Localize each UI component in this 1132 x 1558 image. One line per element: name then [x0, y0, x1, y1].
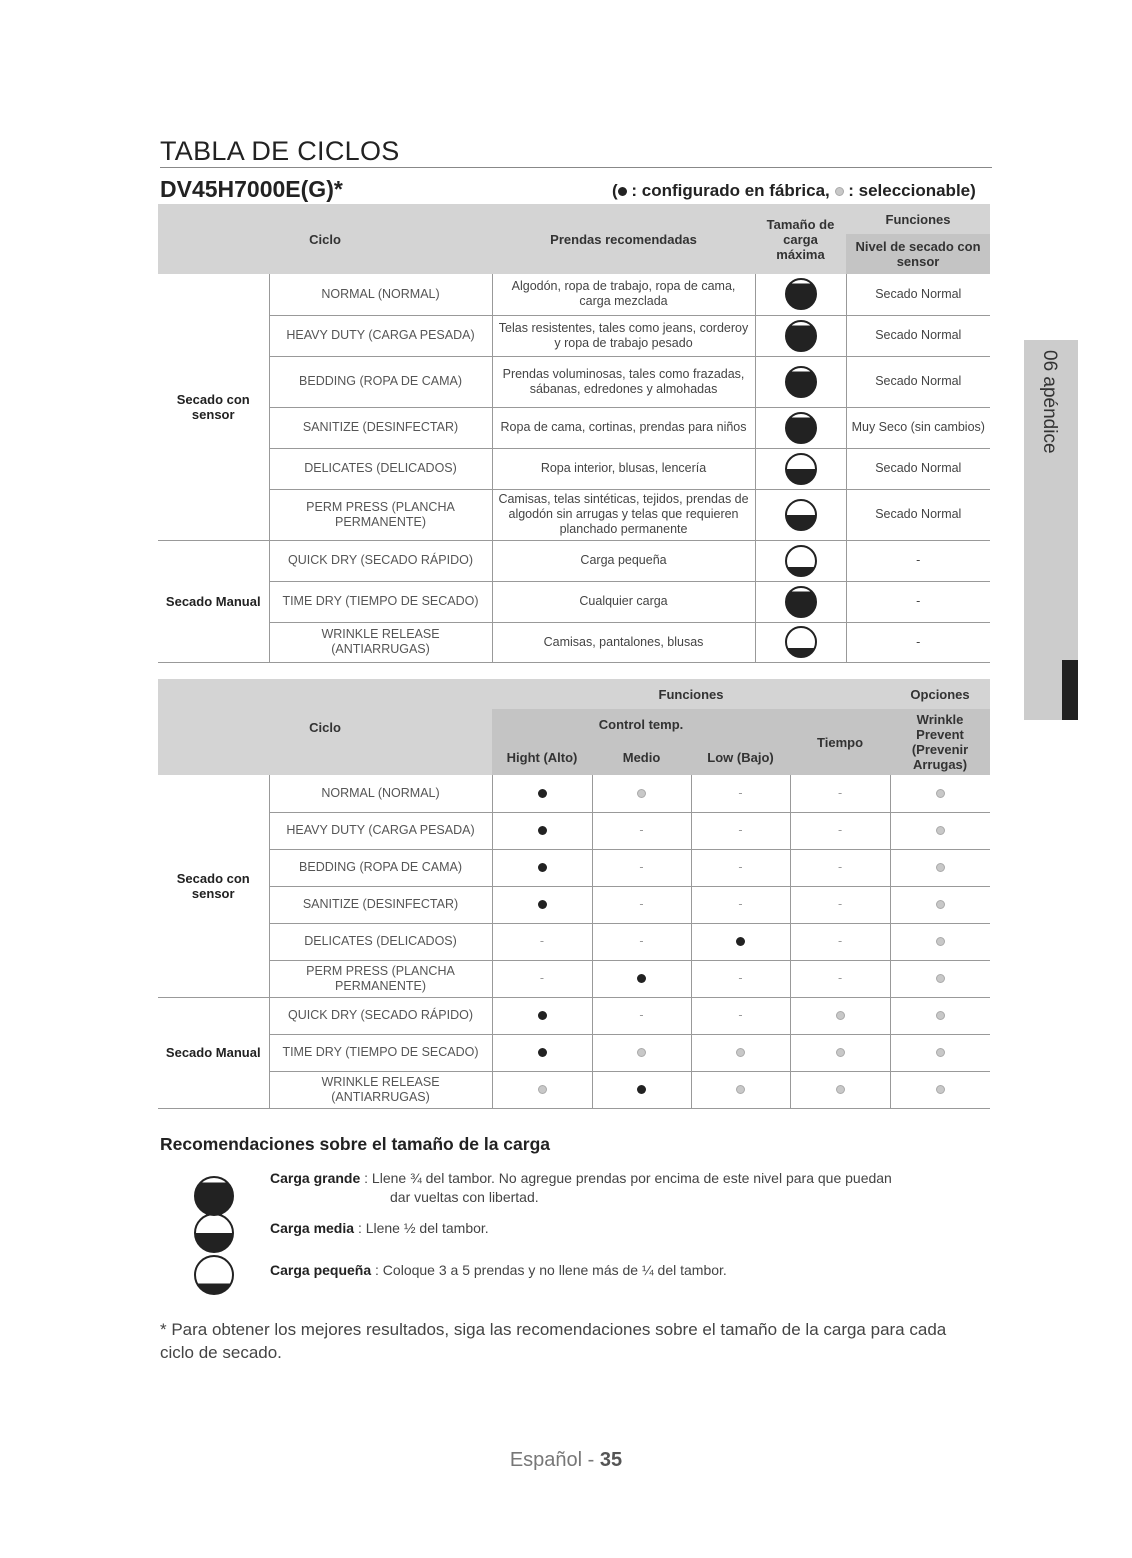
- fixed-dot-icon: [538, 900, 547, 909]
- alto-cell: [492, 1071, 592, 1108]
- load-size-cell: [755, 489, 846, 540]
- not-available-dash: -: [837, 785, 843, 800]
- header-nivel: Nivel de secado con sensor: [846, 234, 990, 274]
- selectable-dot-icon: [736, 1085, 745, 1094]
- load-size-cell: [755, 356, 846, 407]
- not-available-dash: -: [639, 860, 644, 874]
- tiempo-cell: [790, 812, 890, 849]
- header-wrinkle: Wrinkle Prevent (Prevenir Arrugas): [890, 709, 990, 775]
- cycle-name: QUICK DRY (SECADO RÁPIDO): [269, 540, 492, 581]
- medio-cell: [592, 886, 691, 923]
- table-row: [158, 775, 990, 812]
- selectable-dot-icon: [936, 937, 945, 946]
- cycle-name: SANITIZE (DESINFECTAR): [269, 407, 492, 448]
- header-alto: Hight (Alto): [492, 739, 592, 775]
- selectable-dot-icon: [936, 789, 945, 798]
- chapter-tab-label: 06 apéndice: [1039, 350, 1060, 454]
- alto-cell: [492, 960, 592, 997]
- legend-open: (: [612, 181, 618, 200]
- cycle-name: BEDDING (ROPA DE CAMA): [269, 849, 492, 886]
- group-label: Secado con sensor: [158, 274, 269, 540]
- tiempo-cell: [790, 960, 890, 997]
- footnote: * Para obtener los mejores resultados, siga las recomendaciones sobre el tamaño de la carga para cada ciclo de secado.: [160, 1320, 947, 1362]
- cycle-table-functions: [158, 679, 990, 1109]
- not-available-dash: -: [738, 860, 743, 874]
- load-size-cell: [755, 407, 846, 448]
- model-number: DV45H7000E(G)*: [160, 176, 343, 202]
- rec-medium: [270, 1220, 489, 1236]
- not-available-dash: -: [738, 785, 743, 800]
- recommended-items: Ropa interior, blusas, lencería: [492, 448, 755, 489]
- large-load-icon: [785, 366, 817, 398]
- table-row: [158, 315, 990, 356]
- table-row: [158, 812, 990, 849]
- recommended-items: Camisas, telas sintéticas, tejidos, prendas de algodón sin arrugas y telas que requieren planchado permanente: [492, 489, 755, 540]
- cycle-name: SANITIZE (DESINFECTAR): [269, 886, 492, 923]
- selectable-dot-icon: [637, 1048, 646, 1057]
- recommended-items: Telas resistentes, tales como jeans, corderoy y ropa de trabajo pesado: [492, 315, 755, 356]
- small-load-icon: [785, 626, 817, 658]
- selectable-dot-icon: [936, 1048, 945, 1057]
- alto-cell: [492, 923, 592, 960]
- recommended-items: Ropa de cama, cortinas, prendas para niños: [492, 407, 755, 448]
- cycle-name: TIME DRY (TIEMPO DE SECADO): [269, 1034, 492, 1071]
- selectable-dot-icon: [835, 187, 844, 196]
- recommended-items: Prendas voluminosas, tales como frazadas, sábanas, edredones y almohadas: [492, 356, 755, 407]
- medio-cell: [592, 1071, 691, 1108]
- not-available-dash: -: [738, 897, 743, 911]
- rec-medium-text: : Llene ½ del tambor.: [357, 1220, 489, 1236]
- medio-cell: [592, 960, 691, 997]
- medium-load-icon: [785, 499, 817, 531]
- group-label: Secado con sensor: [158, 775, 269, 997]
- selectable-dot-icon: [936, 900, 945, 909]
- selectable-dot-icon: [736, 1048, 745, 1057]
- not-available-dash: -: [639, 934, 644, 948]
- not-available-dash: -: [837, 860, 843, 874]
- wrinkle-cell: [890, 849, 990, 886]
- bajo-cell: [691, 1071, 790, 1108]
- fixed-dot-icon: [538, 1011, 547, 1020]
- table-row: [158, 356, 990, 407]
- tiempo-cell: [790, 886, 890, 923]
- dry-level: Secado Normal: [846, 356, 990, 407]
- dry-level: Secado Normal: [846, 274, 990, 315]
- not-available-dash: -: [738, 823, 743, 837]
- alto-cell: [492, 886, 592, 923]
- group-label: Secado Manual: [158, 997, 269, 1108]
- medio-cell: [592, 1034, 691, 1071]
- not-available-dash: -: [539, 971, 545, 985]
- load-size-cell: [755, 315, 846, 356]
- tiempo-cell: [790, 923, 890, 960]
- cycle-name: DELICATES (DELICADOS): [269, 923, 492, 960]
- group-label: Secado Manual: [158, 540, 269, 662]
- cycle-name: NORMAL (NORMAL): [269, 274, 492, 315]
- selectable-dot-icon: [936, 1011, 945, 1020]
- rec-large-text2: dar vueltas con libertad.: [390, 1189, 539, 1205]
- cycle-name: PERM PRESS (PLANCHA PERMANENTE): [269, 489, 492, 540]
- bajo-cell: [691, 812, 790, 849]
- selectable-dot-icon: [936, 974, 945, 983]
- cycle-name: BEDDING (ROPA DE CAMA): [269, 356, 492, 407]
- tiempo-cell: [790, 1034, 890, 1071]
- header-control-temp: Control temp.: [492, 709, 790, 739]
- cycle-name: WRINKLE RELEASE (ANTIARRUGAS): [269, 622, 492, 662]
- cycle-name: WRINKLE RELEASE (ANTIARRUGAS): [269, 1071, 492, 1108]
- bajo-cell: [691, 1034, 790, 1071]
- header-opciones: Opciones: [890, 679, 990, 709]
- selectable-dot-icon: [936, 1085, 945, 1094]
- medio-cell: [592, 923, 691, 960]
- bajo-cell: [691, 960, 790, 997]
- tiempo-cell: [790, 775, 890, 812]
- title-divider: [160, 167, 992, 168]
- medio-cell: [592, 812, 691, 849]
- wrinkle-cell: [890, 812, 990, 849]
- wrinkle-cell: [890, 997, 990, 1034]
- dry-level: Secado Normal: [846, 489, 990, 540]
- wrinkle-cell: [890, 775, 990, 812]
- fixed-dot-icon: [637, 1085, 646, 1094]
- table-row: [158, 274, 990, 315]
- rec-small-text: : Coloque 3 a 5 prendas y no llene más de ¼ del tambor.: [375, 1262, 727, 1278]
- alto-cell: [492, 997, 592, 1034]
- rec-small: [270, 1262, 727, 1278]
- bajo-cell: [691, 886, 790, 923]
- table-row: [158, 448, 990, 489]
- not-available-dash: -: [539, 934, 545, 948]
- selectable-dot-icon: [936, 826, 945, 835]
- cycle-name: PERM PRESS (PLANCHA PERMANENTE): [269, 960, 492, 997]
- large-load-icon: [785, 412, 817, 444]
- recommended-items: Algodón, ropa de trabajo, ropa de cama, carga mezclada: [492, 274, 755, 315]
- recommended-items: Camisas, pantalones, blusas: [492, 622, 755, 662]
- not-available-dash: -: [639, 823, 644, 837]
- dry-level: -: [846, 622, 990, 662]
- recommended-items: Carga pequeña: [492, 540, 755, 581]
- selectable-dot-icon: [836, 1048, 845, 1057]
- large-load-icon: [785, 586, 817, 618]
- not-available-dash: -: [837, 971, 843, 985]
- rec-large: [270, 1170, 892, 1186]
- not-available-dash: -: [837, 897, 843, 911]
- medium-load-icon: [194, 1213, 234, 1253]
- page-number: 35: [599, 1449, 623, 1471]
- table-row: [158, 540, 990, 581]
- header-ciclo: Ciclo: [158, 204, 492, 274]
- alto-cell: [492, 812, 592, 849]
- table-row: [158, 581, 990, 622]
- fixed-dot-icon: [538, 863, 547, 872]
- selectable-dot-icon: [538, 1085, 547, 1094]
- dry-level: Secado Normal: [846, 315, 990, 356]
- wrinkle-cell: [890, 886, 990, 923]
- legend: [612, 181, 976, 201]
- small-load-icon: [785, 545, 817, 577]
- fixed-dot-icon: [618, 187, 627, 196]
- cycle-table-loads: [158, 204, 990, 663]
- table-row: [158, 407, 990, 448]
- not-available-dash: -: [639, 1008, 644, 1022]
- fixed-dot-icon: [538, 826, 547, 835]
- cycle-name: TIME DRY (TIEMPO DE SECADO): [269, 581, 492, 622]
- legend-fixed-text: : configurado en fábrica,: [631, 181, 830, 200]
- cycle-name: HEAVY DUTY (CARGA PESADA): [269, 315, 492, 356]
- selectable-dot-icon: [637, 789, 646, 798]
- not-available-dash: -: [738, 971, 743, 985]
- recommended-items: Cualquier carga: [492, 581, 755, 622]
- dry-level: -: [846, 540, 990, 581]
- fixed-dot-icon: [637, 974, 646, 983]
- selectable-dot-icon: [936, 863, 945, 872]
- not-available-dash: -: [738, 1008, 743, 1022]
- load-size-cell: [755, 581, 846, 622]
- bajo-cell: [691, 849, 790, 886]
- rec-small-label: Carga pequeña: [270, 1262, 372, 1278]
- footer-language: Español -: [509, 1449, 600, 1471]
- header-funciones: Funciones: [492, 679, 890, 709]
- fixed-dot-icon: [538, 789, 547, 798]
- rec-medium-label: Carga media: [270, 1220, 355, 1236]
- table-row: [158, 489, 990, 540]
- tiempo-cell: [790, 1071, 890, 1108]
- wrinkle-cell: [890, 960, 990, 997]
- not-available-dash: -: [837, 823, 843, 837]
- fixed-dot-icon: [736, 937, 745, 946]
- tiempo-cell: [790, 849, 890, 886]
- small-load-icon: [194, 1255, 234, 1295]
- alto-cell: [492, 775, 592, 812]
- table-row: [158, 1034, 990, 1071]
- load-size-cell: [755, 622, 846, 662]
- dry-level: Muy Seco (sin cambios): [846, 407, 990, 448]
- not-available-dash: -: [837, 934, 843, 948]
- table-row: [158, 622, 990, 662]
- load-size-cell: [755, 540, 846, 581]
- cycle-name: HEAVY DUTY (CARGA PESADA): [269, 812, 492, 849]
- header-tiempo: Tiempo: [790, 709, 890, 775]
- medium-load-icon: [785, 453, 817, 485]
- medio-cell: [592, 849, 691, 886]
- medio-cell: [592, 775, 691, 812]
- cycle-name: QUICK DRY (SECADO RÁPIDO): [269, 997, 492, 1034]
- bajo-cell: [691, 775, 790, 812]
- dry-level: Secado Normal: [846, 448, 990, 489]
- not-available-dash: -: [639, 897, 644, 911]
- load-size-cell: [755, 448, 846, 489]
- alto-cell: [492, 849, 592, 886]
- table-row: [158, 1071, 990, 1108]
- large-load-icon: [785, 320, 817, 352]
- fixed-dot-icon: [538, 1048, 547, 1057]
- selectable-dot-icon: [836, 1011, 845, 1020]
- header-ciclo: Ciclo: [158, 679, 492, 775]
- tiempo-cell: [790, 997, 890, 1034]
- header-bajo: Low (Bajo): [691, 739, 790, 775]
- page-title: TABLA DE CICLOS: [160, 136, 400, 166]
- table-row: [158, 849, 990, 886]
- load-size-cell: [755, 274, 846, 315]
- wrinkle-cell: [890, 923, 990, 960]
- rec-large-label: Carga grande: [270, 1170, 361, 1186]
- cycle-name: NORMAL (NORMAL): [269, 775, 492, 812]
- header-medio: Medio: [592, 739, 691, 775]
- rec-large-text: : Llene ¾ del tambor. No agregue prendas por encima de este nivel para que puedan: [364, 1170, 892, 1186]
- table-row: [158, 997, 990, 1034]
- alto-cell: [492, 1034, 592, 1071]
- header-tamano: Tamaño de carga máxima: [755, 204, 846, 274]
- cycle-name: DELICATES (DELICADOS): [269, 448, 492, 489]
- medio-cell: [592, 997, 691, 1034]
- bajo-cell: [691, 923, 790, 960]
- large-load-icon: [194, 1176, 234, 1216]
- table-row: [158, 923, 990, 960]
- bajo-cell: [691, 997, 790, 1034]
- header-funciones: Funciones: [846, 204, 990, 234]
- chapter-tab-marker: [1062, 660, 1078, 720]
- table-row: [158, 886, 990, 923]
- page-footer: [0, 1449, 1132, 1472]
- recommendations-title: Recomendaciones sobre el tamaño de la carga: [160, 1134, 551, 1154]
- large-load-icon: [785, 278, 817, 310]
- header-prendas: Prendas recomendadas: [492, 204, 755, 274]
- wrinkle-cell: [890, 1034, 990, 1071]
- legend-selectable-text: : seleccionable): [848, 181, 976, 200]
- wrinkle-cell: [890, 1071, 990, 1108]
- selectable-dot-icon: [836, 1085, 845, 1094]
- dry-level: -: [846, 581, 990, 622]
- table-row: [158, 960, 990, 997]
